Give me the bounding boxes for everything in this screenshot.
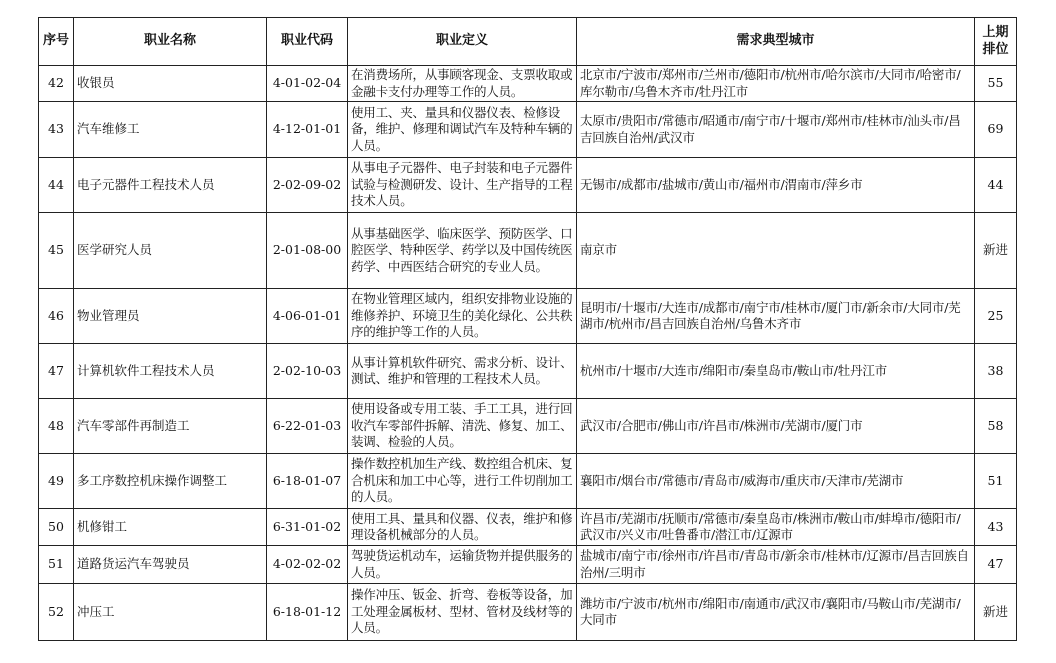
- table-row: [39, 158, 1017, 213]
- row-rank: 51: [975, 454, 1017, 509]
- table-row: [39, 344, 1017, 399]
- row-definition: 从事基础医学、临床医学、预防医学、口腔医学、特种医学、药学以及中国传统医药学、中西医结合研究的专业人员。: [348, 213, 577, 289]
- row-code: 6-31-01-02: [267, 509, 348, 546]
- row-definition: 使用工、夹、量具和仪器仪表、检修设备，维护、修理和调试汽车及特种车辆的人员。: [348, 102, 577, 158]
- row-name: 计算机软件工程技术人员: [74, 344, 267, 399]
- table-row: [39, 399, 1017, 454]
- row-cities: 太原市/贵阳市/常德市/昭通市/南宁市/十堰市/郑州市/桂林市/汕头市/昌吉回族自治州/武汉市: [577, 102, 975, 158]
- table-row: [39, 213, 1017, 289]
- row-rank: 47: [975, 546, 1017, 584]
- row-definition: 在消费场所，从事顾客现金、支票收取或金融卡支付办理等工作的人员。: [348, 66, 577, 102]
- row-no: 43: [39, 102, 74, 158]
- row-name: 物业管理员: [74, 289, 267, 344]
- row-no: 49: [39, 454, 74, 509]
- row-rank: 43: [975, 509, 1017, 546]
- row-name: 机修钳工: [74, 509, 267, 546]
- row-name: 多工序数控机床操作调整工: [74, 454, 267, 509]
- row-definition: 在物业管理区域内，组织安排物业设施的维修养护、环境卫生的美化绿化、公共秩序的维护等工作的人员。: [348, 289, 577, 344]
- row-code: 6-18-01-07: [267, 454, 348, 509]
- row-rank: 44: [975, 158, 1017, 213]
- row-cities: 襄阳市/烟台市/常德市/青岛市/威海市/重庆市/天津市/芜湖市: [577, 454, 975, 509]
- row-name: 道路货运汽车驾驶员: [74, 546, 267, 584]
- row-name: 汽车零部件再制造工: [74, 399, 267, 454]
- row-code: 6-18-01-12: [267, 584, 348, 641]
- row-definition: 驾驶货运机动车，运输货物并提供服务的人员。: [348, 546, 577, 584]
- table-header-row: [39, 18, 1017, 66]
- row-definition: 操作数控机加生产线、数控组合机床、复合机床和加工中心等，进行工件切削加工的人员。: [348, 454, 577, 509]
- row-no: 50: [39, 509, 74, 546]
- row-cities: 潍坊市/宁波市/杭州市/绵阳市/南通市/武汉市/襄阳市/马鞍山市/芜湖市/大同市: [577, 584, 975, 641]
- header-cities: 需求典型城市: [577, 18, 975, 66]
- header-name: 职业名称: [74, 18, 267, 66]
- row-cities: 杭州市/十堰市/大连市/绵阳市/秦皇岛市/鞍山市/牡丹江市: [577, 344, 975, 399]
- row-rank: 55: [975, 66, 1017, 102]
- row-rank: 25: [975, 289, 1017, 344]
- row-name: 收银员: [74, 66, 267, 102]
- row-rank: 38: [975, 344, 1017, 399]
- row-no: 47: [39, 344, 74, 399]
- table-row: [39, 454, 1017, 509]
- row-no: 46: [39, 289, 74, 344]
- row-definition: 使用设备或专用工装、手工工具，进行回收汽车零部件拆解、清洗、修复、加工、装调、检验的人员。: [348, 399, 577, 454]
- row-no: 51: [39, 546, 74, 584]
- row-code: 4-06-01-01: [267, 289, 348, 344]
- row-name: 冲压工: [74, 584, 267, 641]
- header-no: 序号: [39, 18, 74, 66]
- row-code: 2-02-09-02: [267, 158, 348, 213]
- row-no: 44: [39, 158, 74, 213]
- row-code: 2-01-08-00: [267, 213, 348, 289]
- row-name: 电子元器件工程技术人员: [74, 158, 267, 213]
- row-definition: 操作冲压、钣金、折弯、卷板等设备，加工处理金属板材、型材、管材及线材等的人员。: [348, 584, 577, 641]
- row-cities: 盐城市/南宁市/徐州市/许昌市/青岛市/新余市/桂林市/辽源市/昌吉回族自治州/三明市: [577, 546, 975, 584]
- row-definition: 使用工具、量具和仪器、仪表，维护和修理设备机械部分的人员。: [348, 509, 577, 546]
- row-rank: 新进: [975, 213, 1017, 289]
- row-rank: 69: [975, 102, 1017, 158]
- table-row: [39, 66, 1017, 102]
- row-no: 42: [39, 66, 74, 102]
- table-row: [39, 509, 1017, 546]
- header-rank: 上期排位: [975, 18, 1017, 66]
- row-cities: 南京市: [577, 213, 975, 289]
- row-rank: 58: [975, 399, 1017, 454]
- table-row: [39, 102, 1017, 158]
- row-definition: 从事计算机软件研究、需求分析、设计、测试、维护和管理的工程技术人员。: [348, 344, 577, 399]
- row-name: 汽车维修工: [74, 102, 267, 158]
- row-code: 4-01-02-04: [267, 66, 348, 102]
- row-name: 医学研究人员: [74, 213, 267, 289]
- header-code: 职业代码: [267, 18, 348, 66]
- row-definition: 从事电子元器件、电子封装和电子元器件试验与检测研发、设计、生产指导的工程技术人员。: [348, 158, 577, 213]
- row-code: 6-22-01-03: [267, 399, 348, 454]
- row-no: 52: [39, 584, 74, 641]
- table-row: [39, 546, 1017, 584]
- table-row: [39, 584, 1017, 641]
- row-cities: 北京市/宁波市/郑州市/兰州市/德阳市/杭州市/哈尔滨市/大同市/哈密市/库尔勒市/乌鲁木齐市/牡丹江市: [577, 66, 975, 102]
- row-cities: 许昌市/芜湖市/抚顺市/常德市/秦皇岛市/株洲市/鞍山市/蚌埠市/德阳市/武汉市/兴义市/吐鲁番市/潜江市/辽源市: [577, 509, 975, 546]
- row-code: 4-12-01-01: [267, 102, 348, 158]
- row-code: 2-02-10-03: [267, 344, 348, 399]
- row-rank: 新进: [975, 584, 1017, 641]
- row-cities: 无锡市/成都市/盐城市/黄山市/福州市/渭南市/萍乡市: [577, 158, 975, 213]
- row-cities: 昆明市/十堰市/大连市/成都市/南宁市/桂林市/厦门市/新余市/大同市/芜湖市/杭州市/昌吉回族自治州/乌鲁木齐市: [577, 289, 975, 344]
- row-no: 45: [39, 213, 74, 289]
- row-code: 4-02-02-02: [267, 546, 348, 584]
- header-definition: 职业定义: [348, 18, 577, 66]
- row-no: 48: [39, 399, 74, 454]
- table-row: [39, 289, 1017, 344]
- row-cities: 武汉市/合肥市/佛山市/许昌市/株洲市/芜湖市/厦门市: [577, 399, 975, 454]
- occupation-table: [38, 17, 1017, 641]
